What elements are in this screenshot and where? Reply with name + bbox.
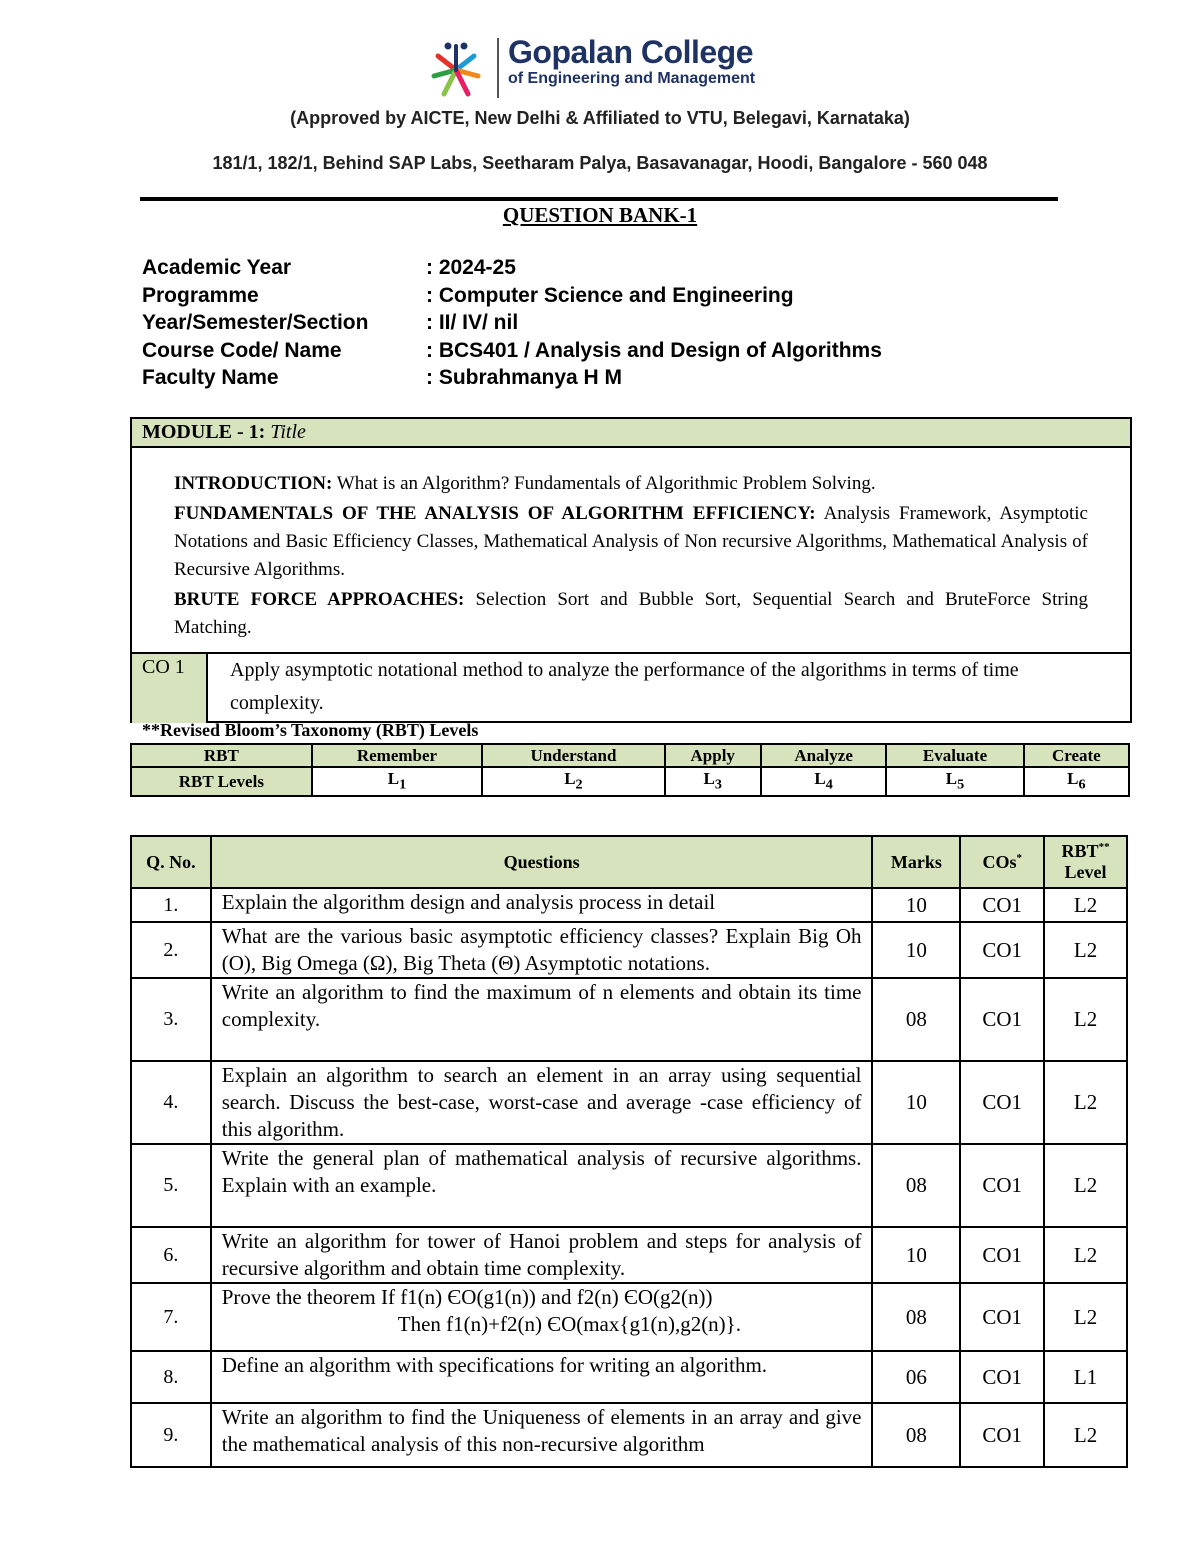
module-heading-title: Title [270, 421, 306, 443]
syllabus-term: INTRODUCTION: [174, 473, 333, 494]
question-number: 7. [131, 1283, 211, 1351]
question-level: L2 [1044, 1283, 1127, 1351]
cos-footnote-mark: * [1016, 851, 1022, 864]
table-row [131, 978, 1127, 1061]
rbt-cell: Analyze [761, 744, 887, 767]
question-co: CO1 [960, 922, 1044, 978]
college-subtitle: of Engineering and Management [508, 70, 756, 87]
page-header [0, 0, 1200, 205]
module-heading-label: MODULE - 1: [142, 421, 266, 443]
header-cos [960, 836, 1044, 888]
question-marks: 10 [872, 922, 960, 978]
question-level: L2 [1044, 1061, 1127, 1144]
info-row-programme [142, 284, 882, 312]
question-marks: 10 [872, 888, 960, 922]
table-header-row [131, 836, 1127, 888]
info-label: Course Code/ Name [142, 338, 342, 362]
syllabus-paragraph [174, 500, 1088, 584]
address-line: 181/1, 182/1, Behind SAP Labs, Seetharam Palya, Basavanagar, Hoodi, Bangalore - 560 048 [212, 153, 988, 173]
question-marks: 08 [872, 978, 960, 1061]
level-number: 1 [399, 776, 407, 793]
question-co: CO1 [960, 888, 1044, 922]
approval-line: (Approved by AICTE, New Delhi & Affiliated to VTU, Belegavi, Karnataka) [290, 108, 910, 128]
question-text [211, 1283, 873, 1351]
question-marks: 10 [872, 1227, 960, 1283]
question-marks: 08 [872, 1144, 960, 1227]
table-row [131, 1227, 1127, 1283]
header-divider [140, 197, 1058, 201]
rbt-cell: Apply [665, 744, 761, 767]
info-value: : BCS401 / Analysis and Design of Algorithms [426, 338, 882, 362]
theorem-line-1: Prove the theorem If f1(n) ЄO(g1(n)) and f2(n) ЄO(g2(n)) [221, 1285, 713, 1309]
rbt-title: **Revised Bloom’s Taxonomy (RBT) Levels [142, 720, 479, 740]
course-info [142, 256, 882, 394]
level-number: 2 [575, 776, 583, 793]
info-label: Programme [142, 283, 259, 307]
syllabus-text: Analysis Framework, Asymptotic Notations and Basic Efficiency Classes, Mathematical Analysis of Non recursive Algorithms, Mathematical Analysis of Recursive Algorithms. [174, 503, 1088, 580]
syllabus-paragraph [174, 470, 1088, 498]
info-row-year-semester [142, 311, 882, 339]
question-marks: 08 [872, 1403, 960, 1467]
rbt-table [130, 743, 1130, 797]
theorem-line-2: Then f1(n)+f2(n) ЄO(max{g1(n),g2(n)}. [397, 1312, 742, 1336]
question-text: Write the general plan of mathematical analysis of recursive algorithms. Explain with an example. [211, 1144, 873, 1227]
question-co: CO1 [960, 1144, 1044, 1227]
question-marks: 08 [872, 1283, 960, 1351]
question-number: 5. [131, 1144, 211, 1227]
info-label: Faculty Name [142, 366, 279, 389]
question-number: 2. [131, 922, 211, 978]
level-letter: L [387, 769, 400, 788]
info-label: Year/Semester/Section [142, 311, 369, 334]
info-row-academic-year [142, 256, 882, 284]
question-text: What are the various basic asymptotic efficiency classes? Explain Big Oh (O), Big Omega (Ω), Big Theta (Θ) Asymptotic notations. [211, 922, 873, 978]
question-text: Explain an algorithm to search an element in an array using sequential search. Discuss the best-case, worst-case and average -case efficiency of this algorithm. [211, 1061, 873, 1144]
rbt-cell: RBT [131, 744, 312, 767]
table-row [131, 1283, 1127, 1351]
question-co: CO1 [960, 1403, 1044, 1467]
info-row-faculty [142, 366, 882, 394]
question-level: L2 [1044, 922, 1127, 978]
rbt-level-cell [1024, 767, 1129, 796]
question-number: 4. [131, 1061, 211, 1144]
info-row-course [142, 339, 882, 367]
question-text: Write an algorithm to find the Uniqueness of elements in an array and give the mathematical analysis of this non-recursive algorithm [211, 1403, 873, 1467]
level-letter: L [1067, 769, 1079, 788]
rbt-levels-row [131, 767, 1129, 796]
question-number: 6. [131, 1227, 211, 1283]
header-marks: Marks [872, 836, 960, 888]
rbt-label: RBT [1061, 841, 1099, 861]
question-co: CO1 [960, 1227, 1044, 1283]
header-rbt-level [1044, 836, 1127, 888]
question-level: L2 [1044, 1403, 1127, 1467]
college-name: Gopalan College [508, 34, 753, 70]
course-outcome-row [132, 652, 1130, 723]
level-number: 5 [957, 776, 965, 793]
table-row [131, 1351, 1127, 1403]
module-heading [132, 419, 1130, 448]
level-number: 3 [714, 776, 722, 793]
info-value: : II/ IV/ nil [426, 311, 519, 334]
questions-table [130, 835, 1128, 1468]
table-row [131, 922, 1127, 978]
level-letter: L [564, 769, 576, 788]
rbt-cell: Understand [482, 744, 664, 767]
question-text: Define an algorithm with specifications for writing an algorithm. [211, 1351, 873, 1403]
rbt-footnote-mark: ** [1098, 841, 1110, 853]
question-level: L2 [1044, 978, 1127, 1061]
table-row [131, 888, 1127, 922]
rbt-header-row [131, 744, 1129, 767]
question-co: CO1 [960, 978, 1044, 1061]
question-number: 9. [131, 1403, 211, 1467]
info-label: Academic Year [142, 256, 292, 279]
syllabus-paragraph [174, 586, 1088, 642]
rbt-cell: RBT Levels [131, 767, 312, 796]
question-level: L2 [1044, 1144, 1127, 1227]
module-box [130, 417, 1132, 723]
info-value: : 2024-25 [426, 256, 516, 279]
table-row [131, 1403, 1127, 1467]
question-number: 3. [131, 978, 211, 1061]
level-letter: L [945, 769, 958, 788]
question-co: CO1 [960, 1061, 1044, 1144]
header-qno: Q. No. [131, 836, 211, 888]
question-text: Write an algorithm for tower of Hanoi problem and steps for analysis of recursive algorithm and obtain time complexity. [211, 1227, 873, 1283]
co-label: CO 1 [132, 654, 208, 723]
module-syllabus [132, 448, 1130, 642]
syllabus-text: What is an Algorithm? Fundamentals of Algorithmic Problem Solving. [332, 473, 876, 494]
question-number: 1. [131, 888, 211, 922]
question-level: L1 [1044, 1351, 1127, 1403]
cos-label: COs [982, 851, 1017, 872]
rbt-cell: Remember [312, 744, 483, 767]
question-co: CO1 [960, 1283, 1044, 1351]
syllabus-term: BRUTE FORCE APPROACHES: [174, 589, 465, 610]
rbt-level-cell [761, 767, 887, 796]
level-number: 4 [825, 776, 833, 793]
question-level: L2 [1044, 888, 1127, 922]
level-label: Level [1064, 862, 1107, 882]
question-text: Explain the algorithm design and analysis process in detail [211, 888, 873, 922]
level-letter: L [703, 769, 715, 788]
syllabus-term: FUNDAMENTALS OF THE ANALYSIS OF ALGORITHM EFFICIENCY: [174, 503, 816, 524]
table-row [131, 1061, 1127, 1144]
question-co: CO1 [960, 1351, 1044, 1403]
question-marks: 10 [872, 1061, 960, 1144]
rbt-level-cell [665, 767, 761, 796]
header-questions: Questions [211, 836, 873, 888]
co-text: Apply asymptotic notational method to analyze the performance of the algorithms in terms of time complexity. [230, 659, 1019, 714]
logo-divider [497, 38, 499, 98]
page-title: QUESTION BANK-1 [502, 203, 698, 227]
question-marks: 06 [872, 1351, 960, 1403]
level-letter: L [814, 769, 826, 788]
table-row [131, 1144, 1127, 1227]
question-text: Write an algorithm to find the maximum of n elements and obtain its time complexity. [211, 978, 873, 1061]
info-value: : Subrahmanya H M [426, 366, 623, 389]
college-logo-icon [424, 36, 488, 100]
rbt-level-cell [312, 767, 483, 796]
question-level: L2 [1044, 1227, 1127, 1283]
syllabus-text: Selection Sort and Bubble Sort, Sequential Search and BruteForce String Matching. [174, 589, 1088, 638]
question-number: 8. [131, 1351, 211, 1403]
rbt-level-cell [482, 767, 664, 796]
rbt-level-cell [886, 767, 1023, 796]
rbt-cell: Create [1024, 744, 1129, 767]
level-number: 6 [1078, 776, 1086, 793]
info-value: : Computer Science and Engineering [426, 283, 794, 307]
rbt-cell: Evaluate [886, 744, 1023, 767]
